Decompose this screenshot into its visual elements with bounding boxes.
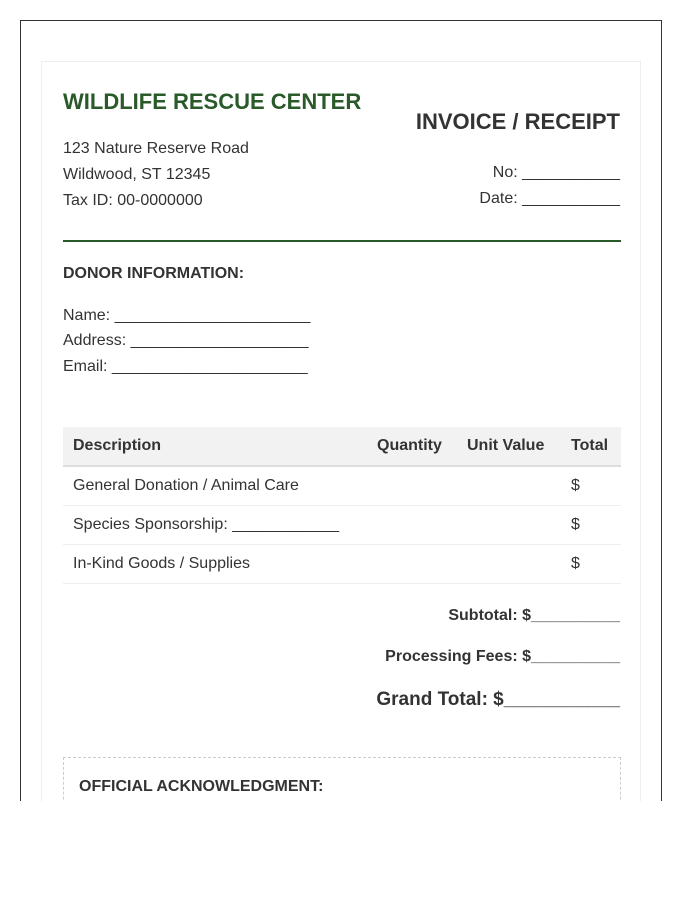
organization-name: WILDLIFE RESCUE CENTER <box>63 89 362 114</box>
row-quantity[interactable] <box>367 545 457 584</box>
acknowledgment-box <box>63 757 621 801</box>
row-description: General Donation / Animal Care <box>63 466 367 506</box>
donor-address-field[interactable]: Address: ____________________ <box>63 332 309 349</box>
row-total[interactable]: $ <box>561 466 621 506</box>
table-header-row <box>63 427 621 466</box>
grand-total-field[interactable]: Grand Total: $___________ <box>376 689 620 710</box>
invoice-sheet <box>41 61 641 801</box>
organization-tax-id: Tax ID: 00-0000000 <box>63 192 203 209</box>
row-unit-value[interactable] <box>457 506 561 545</box>
invoice-date-field[interactable]: Date: ___________ <box>479 190 620 207</box>
processing-fees-field[interactable]: Processing Fees: $__________ <box>385 648 620 665</box>
row-unit-value[interactable] <box>457 545 561 584</box>
row-description: In-Kind Goods / Supplies <box>63 545 367 584</box>
header-divider <box>63 240 621 242</box>
header-total: Total <box>561 427 621 466</box>
row-total[interactable]: $ <box>561 506 621 545</box>
table-row <box>63 545 621 584</box>
row-unit-value[interactable] <box>457 466 561 506</box>
row-description: Species Sponsorship: ____________ <box>63 506 367 545</box>
organization-address-line2: Wildwood, ST 12345 <box>63 166 211 183</box>
line-items-table <box>63 427 621 584</box>
invoice-number-field[interactable]: No: ___________ <box>492 164 620 181</box>
header-quantity: Quantity <box>367 427 457 466</box>
organization-address-line1: 123 Nature Reserve Road <box>63 140 249 157</box>
row-quantity[interactable] <box>367 506 457 545</box>
donor-name-field[interactable]: Name: ______________________ <box>63 307 311 324</box>
page-frame <box>20 20 662 801</box>
donor-email-field[interactable]: Email: ______________________ <box>63 358 308 375</box>
acknowledgment-heading: OFFICIAL ACKNOWLEDGMENT: <box>79 778 324 795</box>
document-title: INVOICE / RECEIPT <box>415 109 620 134</box>
subtotal-field[interactable]: Subtotal: $__________ <box>448 607 620 624</box>
row-quantity[interactable] <box>367 466 457 506</box>
row-total[interactable]: $ <box>561 545 621 584</box>
table-row <box>63 506 621 545</box>
header-unit-value: Unit Value <box>457 427 561 466</box>
header-description: Description <box>63 427 367 466</box>
donor-information-heading: DONOR INFORMATION: <box>63 265 245 282</box>
table-row <box>63 466 621 506</box>
